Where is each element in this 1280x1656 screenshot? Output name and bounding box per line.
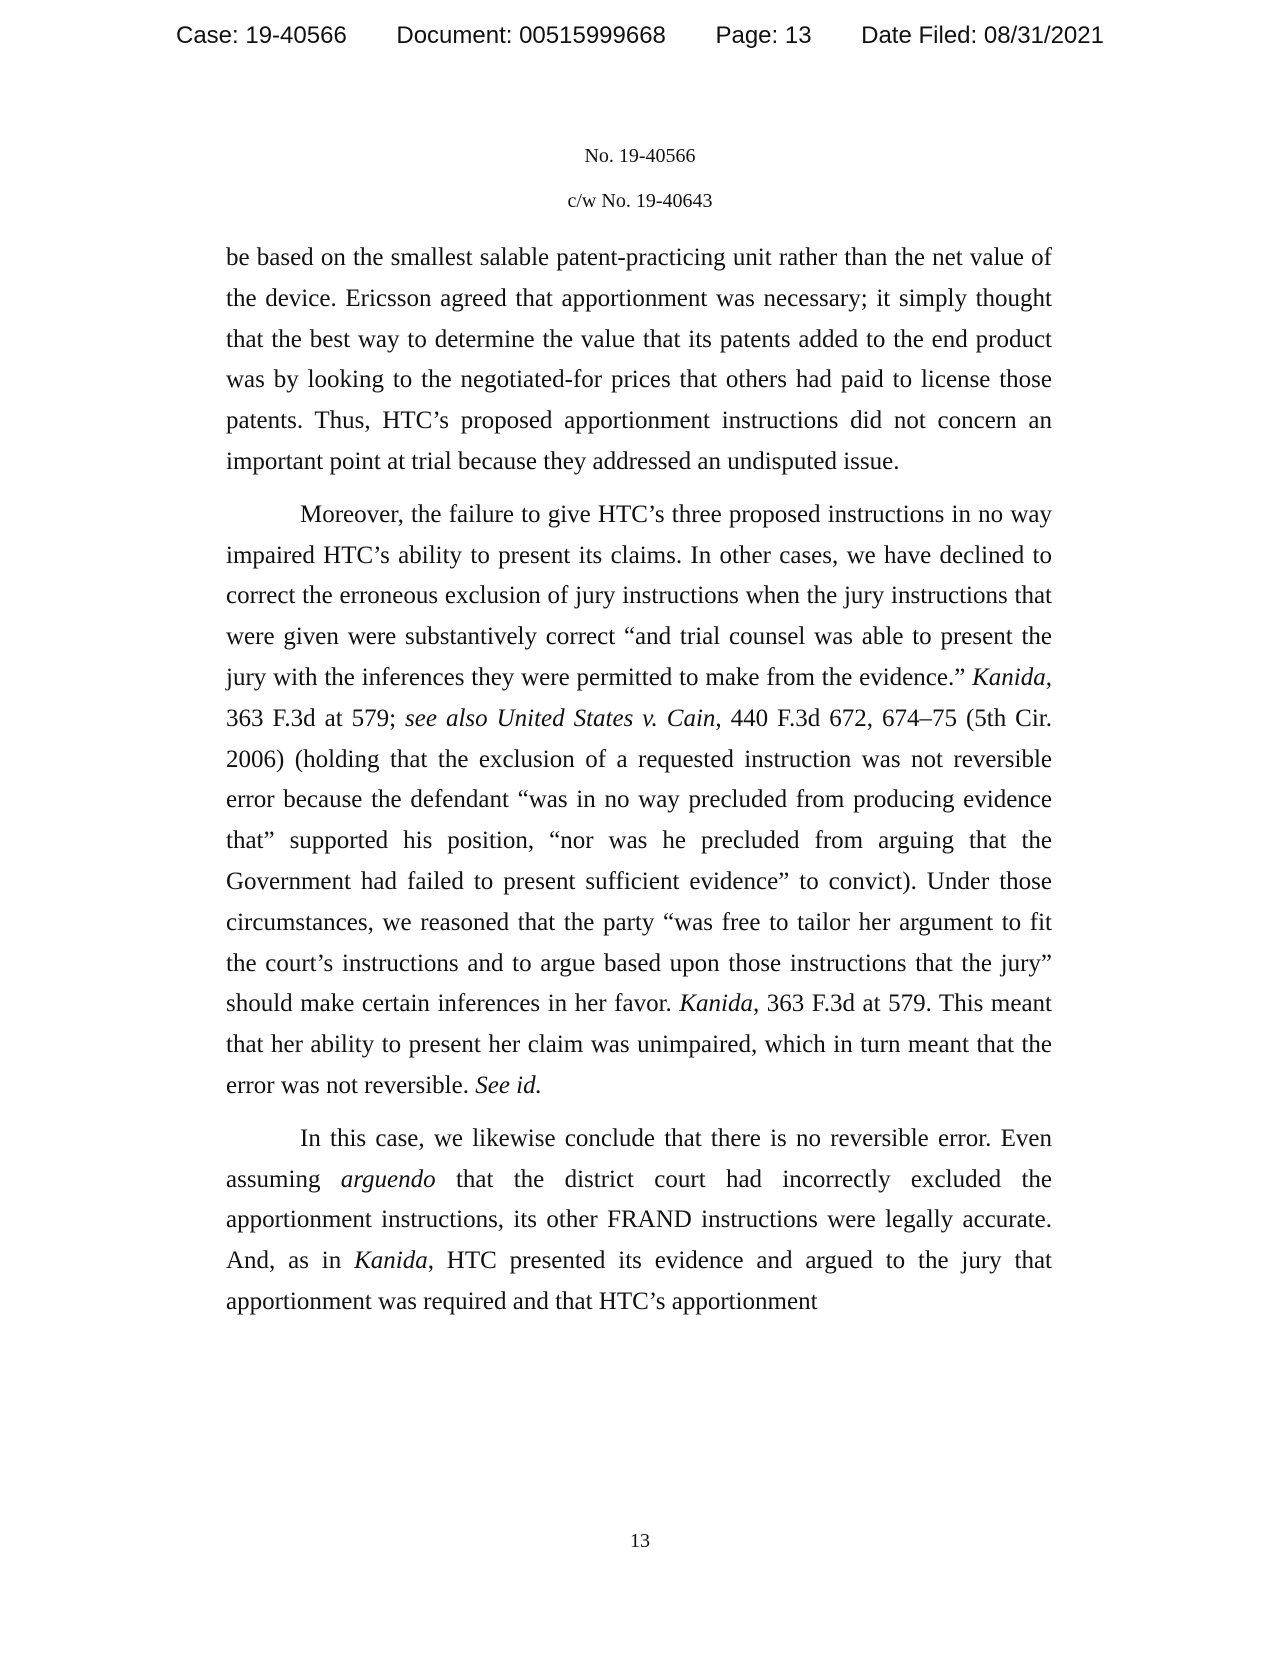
page-number: 13 xyxy=(630,1530,650,1552)
document-number: Document: 00515999668 xyxy=(396,22,666,49)
latin-term: arguendo xyxy=(340,1165,436,1193)
text-run: In this case, we likewise conclude that there is no reversible error. Even assuming xyxy=(226,1124,1052,1193)
header-page-number: Page: 13 xyxy=(715,22,812,49)
consolidated-docket-number: c/w No. 19-40643 xyxy=(567,190,713,212)
text-run: , 363 F.3d at 579. This meant that her ability to present her claim was unimpaired, which in turn meant that the error was not reversible. xyxy=(226,990,1052,1099)
case-citation: Kanida xyxy=(972,663,1046,691)
text-run: be based on the smallest salable patent-practicing unit rather than the net value of the device. Ericsson agreed that apportionment was necessary; it simply thought that the best way to determine the value that its patents added to the end product was by looking to the negotiated-for prices that others had paid to license those patents. Thus, HTC’s proposed apportionment instructions did not concern an important point at trial because they addressed an undisputed issue. xyxy=(226,244,1052,475)
paragraph-1 xyxy=(226,238,1052,483)
court-filing-header xyxy=(176,22,1104,50)
case-citation: See id. xyxy=(475,1071,542,1099)
text-run: , 363 F.3d at 579; xyxy=(226,663,1052,732)
case-number: Case: 19-40566 xyxy=(176,22,347,49)
date-filed: Date Filed: 08/31/2021 xyxy=(861,22,1104,49)
text-run: Moreover, the failure to give HTC’s three proposed instructions in no way impaired HTC’s ability to present its claims. In other cases, we have declined to correct the erroneous exclusion of jury instructions when the jury instructions that were given were substantively correct “and trial counsel was able to present the jury with the inferences they were permitted to make from the evidence.” xyxy=(226,500,1052,691)
paragraph-3 xyxy=(226,1119,1052,1323)
case-citation: Kanida xyxy=(679,990,753,1018)
case-citation: see also United States v. Cain xyxy=(405,704,716,732)
text-run: that the district court had incorrectly excluded the apportionment instructions, its other FRAND instructions were legally accurate. And, as in xyxy=(226,1165,1052,1275)
opinion-body xyxy=(226,238,1052,1323)
docket-number: No. 19-40566 xyxy=(584,145,696,167)
text-run: , 440 F.3d 672, 674–75 (5th Cir. 2006) (holding that the exclusion of a requested instruction was not reversible error because the defendant “was in no way precluded from producing evidence that” supported his position, “nor was he precluded from arguing that the Government had failed to present sufficient evidence” to convict). Under those circumstances, we reasoned that the party “was free to tailor her argument to fit the court’s instructions and to argue based upon those instructions that the jury” should make certain inferences in her favor. xyxy=(226,704,1053,1018)
paragraph-2 xyxy=(226,495,1052,1107)
text-run: , HTC presented its evidence and argued to the jury that apportionment was required and that HTC’s apportionment xyxy=(226,1247,1052,1315)
case-citation: Kanida xyxy=(354,1247,428,1275)
